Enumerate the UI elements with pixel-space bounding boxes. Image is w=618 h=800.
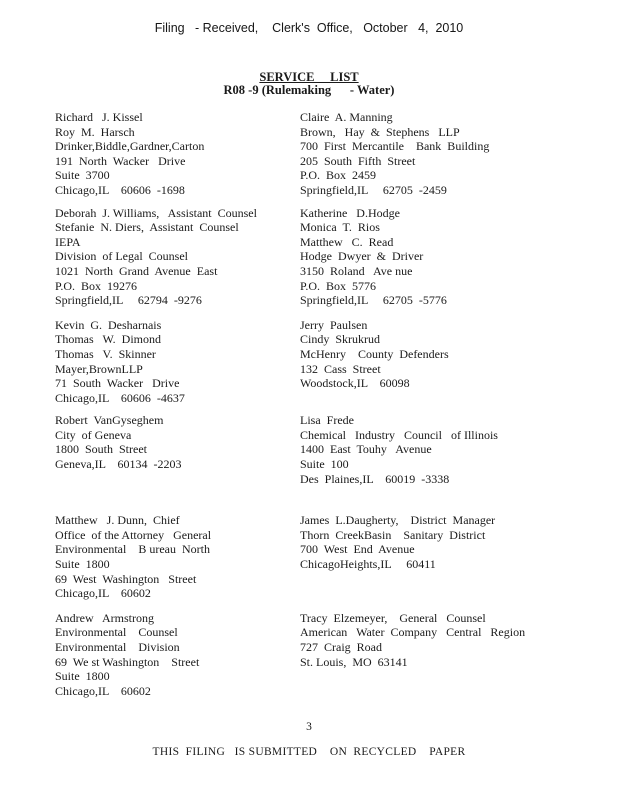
address-line: 205 South Fifth Street [300,153,416,168]
address-line: Des Plaines,IL 60019 -3338 [300,471,450,486]
address-line: Katherine D.Hodge [300,205,400,220]
address-line: City of Geneva [55,427,132,442]
address-block [55,413,300,471]
address-block [55,110,300,198]
address-line: 132 Cass Street [300,361,381,376]
address-block [300,110,595,198]
address-line: James L.Daugherty, District Manager [300,513,496,528]
address-line: Chicago,IL 60606 -4637 [55,390,185,405]
address-line: Kevin G. Desharnais [55,317,162,332]
address-row [55,206,595,308]
address-line: 1021 North Grand Avenue East [55,263,218,278]
address-line: Deborah J. Williams, Assistant Counsel [55,205,257,220]
address-line: Stefanie N. Diers, Assistant Counsel [55,220,239,235]
address-line: Environmental B ureau North [55,542,210,557]
address-line: 3150 Roland Ave nue [300,263,413,278]
address-line: 69 West Washington Street [55,571,197,586]
address-line: Geneva,IL 60134 -2203 [55,457,182,472]
address-line: Roy M. Harsch [55,124,135,139]
address-line: Environmental Division [55,640,180,654]
address-block [300,318,595,391]
address-line: IEPA [55,234,81,249]
address-line: Tracy Elzemeyer, General Counsel [300,610,486,625]
address-line: 1800 South Street [55,442,147,457]
address-line: Claire A. Manning [300,110,393,124]
address-block [300,611,595,669]
address-line: Thorn CreekBasin Sanitary District [300,527,486,542]
address-block [300,413,595,486]
address-block [55,318,300,406]
address-line: P.O. Box 19276 [55,278,138,293]
address-line: Chicago,IL 60606 -1698 [55,182,185,197]
address-block [55,611,300,699]
address-row [55,611,595,699]
address-row [55,110,595,198]
address-line: Drinker,Biddle,Gardner,Carton [55,139,205,154]
address-line: Suite 1800 [55,669,110,684]
address-line: Brown, Hay & Stephens LLP [300,124,460,139]
address-line: Suite 100 [300,457,349,472]
address-line: 69 We st Washington Street [55,654,200,669]
address-line: McHenry County Defenders [300,346,449,361]
address-line: Andrew Armstrong [55,610,154,625]
service-list-body [55,110,595,698]
address-line: Suite 1800 [55,557,110,572]
address-row [55,413,595,486]
title-block [0,71,618,97]
filing-received-stamp: Filing - Received, Clerk's Office, October 4, 2010 [154,21,464,35]
address-line: Woodstock,IL 60098 [300,376,410,391]
address-line: St. Louis, MO 63141 [300,654,408,669]
address-line: Suite 3700 [55,168,110,183]
address-line: 727 Craig Road [300,640,382,654]
docket-subtitle: R08 -9 (Rulemaking - Water) [223,83,395,97]
address-line: American Water Company Central Region [300,625,526,640]
address-line: Environmental Counsel [55,625,178,640]
address-line: Lisa Frede [300,413,354,428]
address-line: 700 West End Avenue [300,542,415,557]
page-number: 3 [306,721,312,733]
address-line: Jerry Paulsen [300,317,368,332]
address-line: 700 First Mercantile Bank Building [300,139,490,154]
address-line: Thomas W. Dimond [55,332,162,347]
recycled-paper-note: THIS FILING IS SUBMITTED ON RECYCLED PAPER [152,746,466,758]
service-list-title: SERVICE LIST [259,70,359,84]
address-line: Office of the Attorney General [55,527,212,542]
address-line: Richard J. Kissel [55,110,143,124]
address-line: 191 North Wacker Drive [55,153,186,168]
address-line: Robert VanGyseghem [55,413,164,428]
address-row [55,318,595,406]
address-line: Division of Legal Counsel [55,249,188,264]
address-line: Chicago,IL 60602 [55,586,151,601]
address-line: 1400 East Touhy Avenue [300,442,432,457]
address-line: ChicagoHeights,IL 60411 [300,557,436,572]
address-block [300,206,595,308]
address-line: Matthew C. Read [300,234,394,249]
address-line: Mayer,BrownLLP [55,361,143,376]
address-line: Springfield,IL 62705 -2459 [300,182,447,197]
address-line: Springfield,IL 62705 -5776 [300,293,447,308]
address-line: Matthew J. Dunn, Chief [55,513,180,528]
address-row [55,513,595,601]
address-line: Hodge Dwyer & Driver [300,249,424,264]
address-line: Cindy Skrukrud [300,332,381,347]
address-line: Monica T. Rios [300,220,380,235]
address-line: Springfield,IL 62794 -9276 [55,293,202,308]
address-line: Thomas V. Skinner [55,346,156,361]
address-line: P.O. Box 5776 [300,278,377,293]
address-block [300,513,595,571]
address-line: Chicago,IL 60602 [55,683,151,698]
address-line: 71 South Wacker Drive [55,376,180,391]
address-block [55,513,300,601]
address-line: Chemical Industry Council of Illinois [300,427,498,442]
address-line: P.O. Box 2459 [300,168,377,183]
address-block [55,206,300,308]
